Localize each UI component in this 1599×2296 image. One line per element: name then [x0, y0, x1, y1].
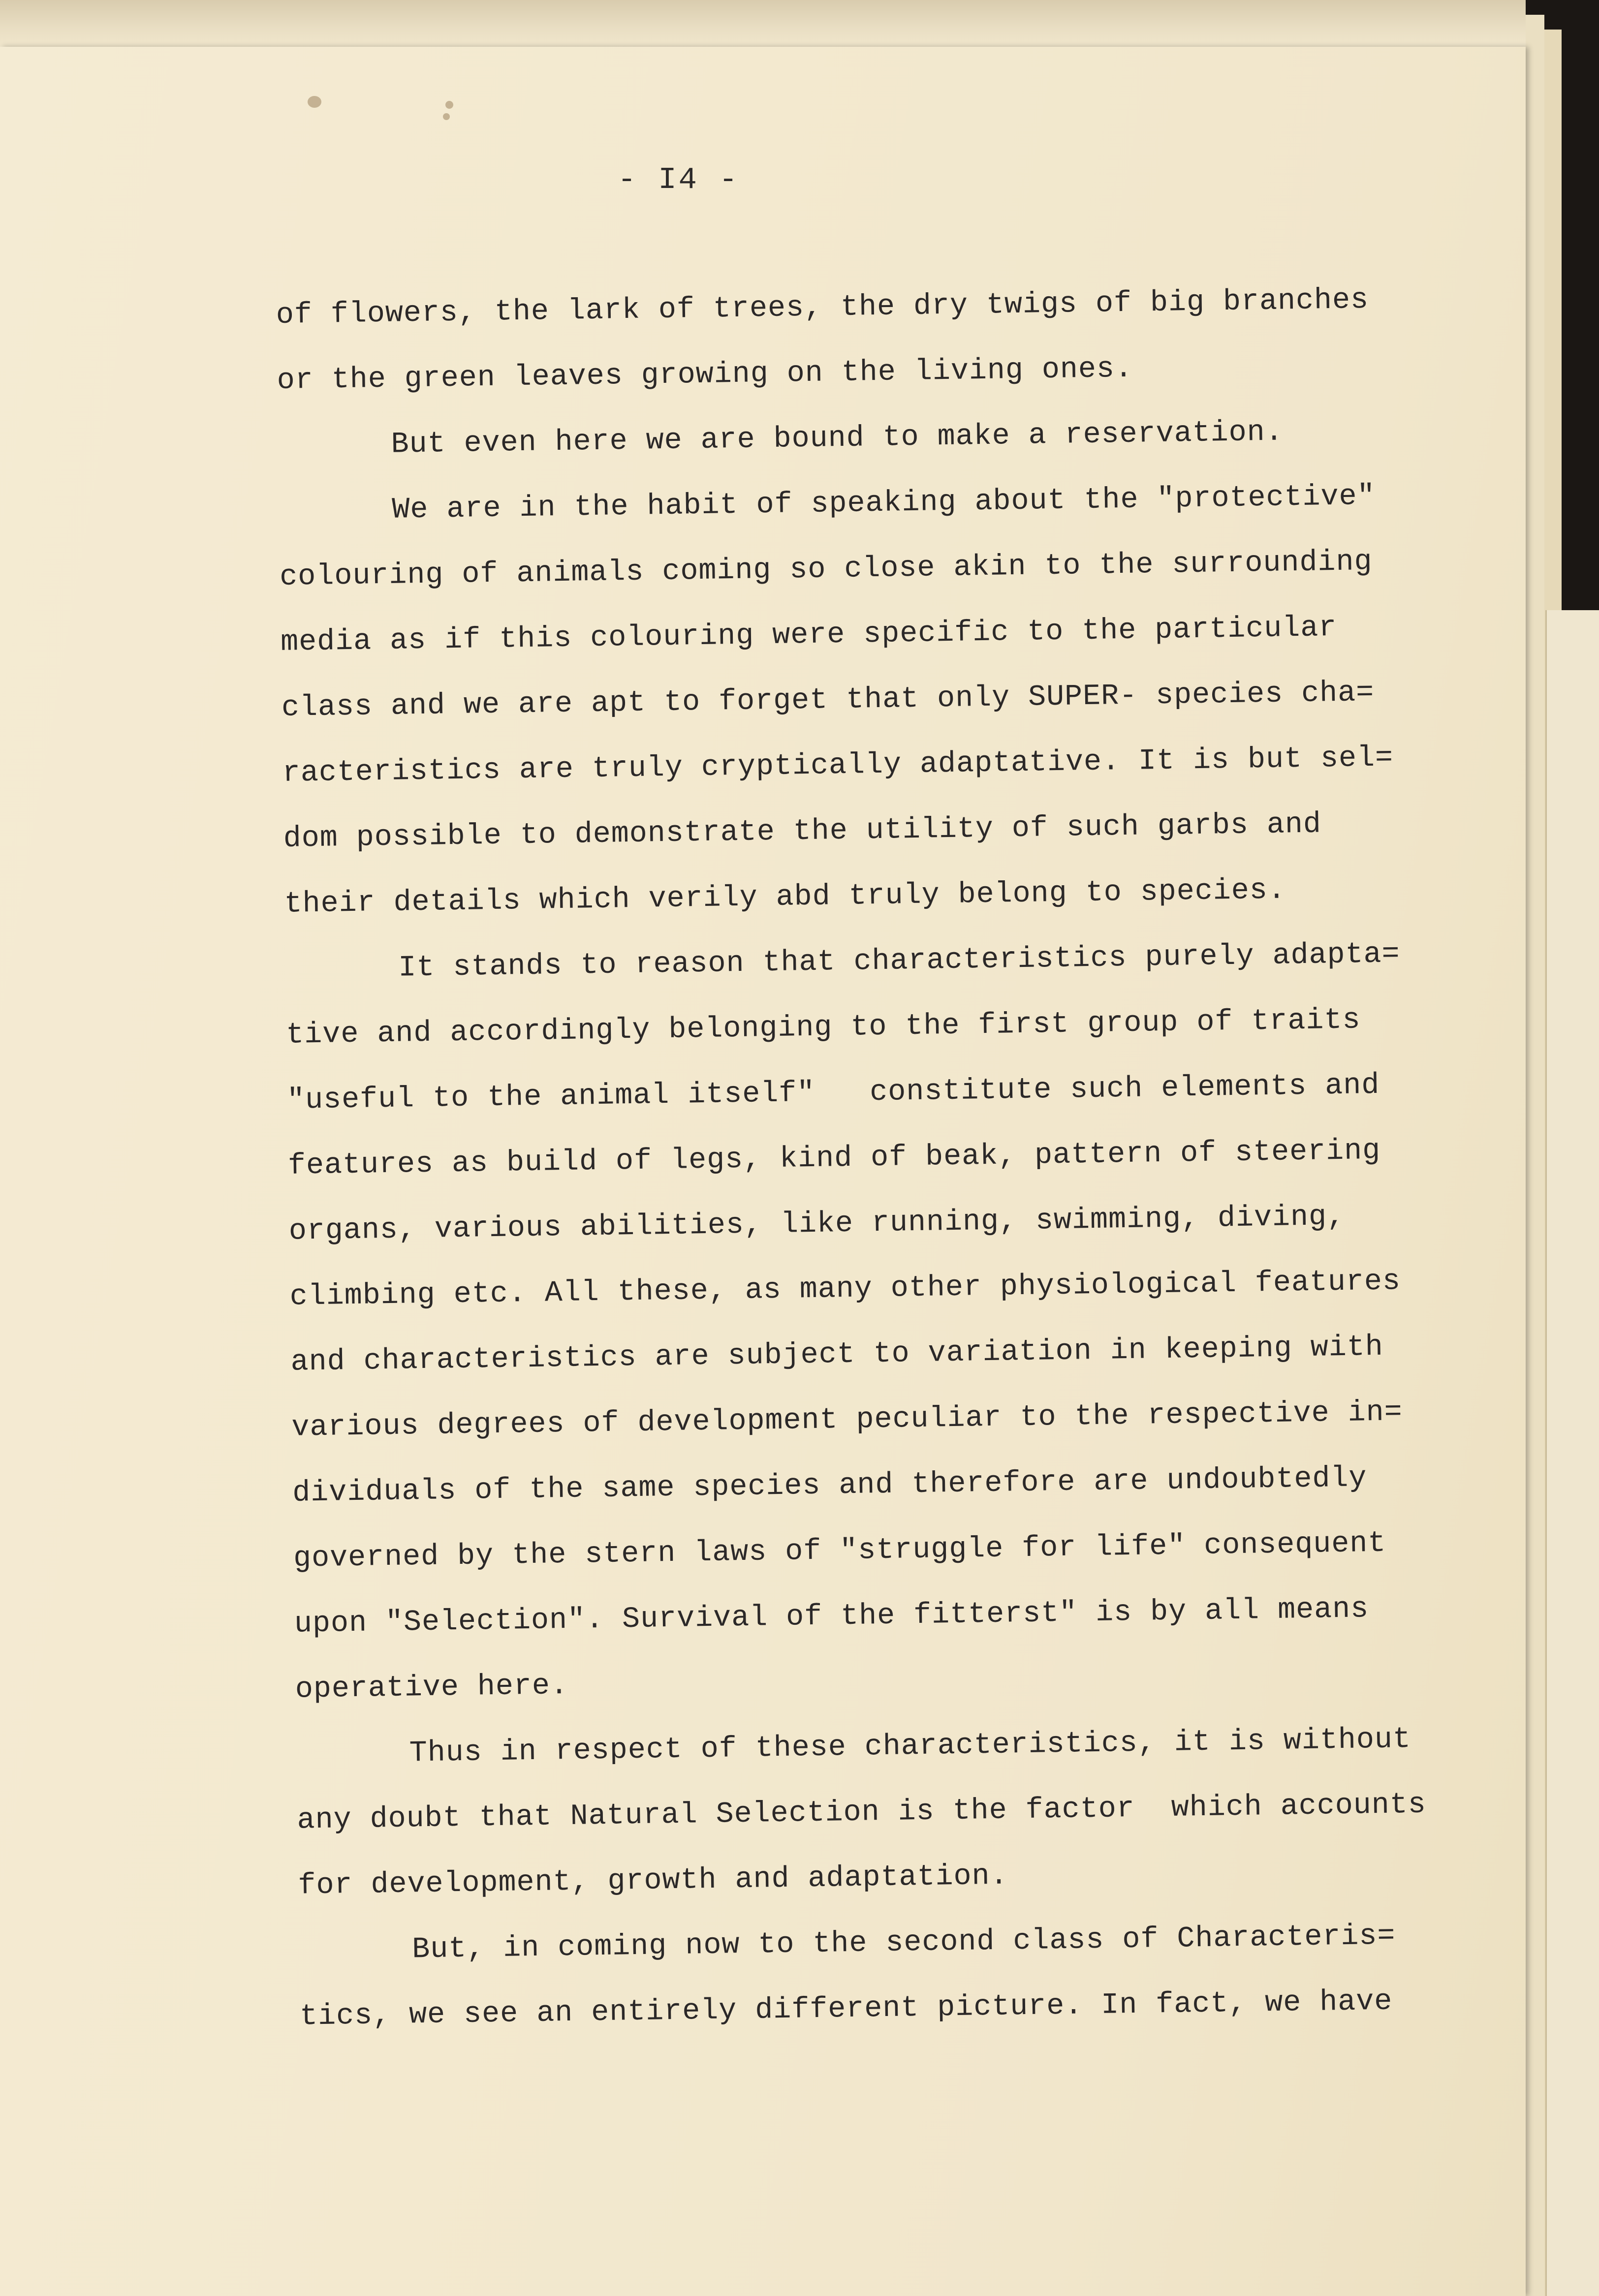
underlying-sheet [1545, 610, 1599, 2296]
text-line: any doubt that Natural Selection is the factor which accounts [297, 1788, 1427, 1837]
page-number: - I4 - [618, 162, 740, 197]
stain-mark [308, 96, 321, 108]
text-line: class and we are apt to forget that only SUPER- species cha= [281, 676, 1375, 725]
text-line: "useful to the animal itself" constitute such elements and [286, 1068, 1380, 1117]
text-line: colouring of animals coming so close akin to the surrounding [279, 545, 1373, 594]
text-line: and characteristics are subject to variation in keeping with [290, 1330, 1384, 1379]
text-line: tics, we see an entirely different picture. In fact, we have [299, 1985, 1393, 2034]
stain-mark [445, 101, 453, 109]
text-line: their details which verily abd truly belong to species. [284, 873, 1286, 921]
text-line: dividuals of the same species and therefore are undoubtedly [292, 1461, 1367, 1510]
text-line: various degrees of development peculiar to the respective in= [291, 1396, 1403, 1445]
text-line: racteristics are truly cryptically adaptative. It is but sel= [282, 741, 1394, 790]
text-line: It stands to reason that characteristics purely adapta= [398, 937, 1401, 985]
text-line: for development, growth and adaptation. [298, 1859, 1009, 1903]
text-line: governed by the stern laws of "struggle for life" consequent [293, 1526, 1386, 1576]
text-line: or the green leaves growing on the living ones. [277, 352, 1133, 398]
text-line: tive and accordingly belonging to the first group of traits [285, 1003, 1361, 1052]
text-line: But even here we are bound to make a reservation. [391, 415, 1284, 462]
text-line: We are in the habit of speaking about the "protective" [391, 479, 1376, 527]
text-line: features as build of legs, kind of beak, pattern of steering [287, 1134, 1381, 1183]
body-text [276, 266, 1550, 2050]
text-line: upon "Selection". Survival of the fitterst" is by all means [294, 1592, 1369, 1641]
text-line: climbing etc. All these, as many other physiological features [289, 1265, 1401, 1314]
text-line: dom possible to demonstrate the utility of such garbs and [283, 807, 1322, 856]
text-line: operative here. [295, 1669, 569, 1706]
text-line: organs, various abilities, like running, swimming, diving, [288, 1200, 1346, 1248]
text-line: But, in coming now to the second class of Characteris= [411, 1919, 1396, 1967]
page-top-edge [0, 0, 1526, 47]
typewritten-page [0, 47, 1526, 2296]
text-line: media as if this colouring were specific to the particular [280, 611, 1337, 659]
stain-mark [443, 113, 450, 120]
text-line: Thus in respect of these characteristics, it is without [409, 1723, 1411, 1770]
text-line: of flowers, the lark of trees, the dry twigs of big branches [276, 283, 1369, 332]
